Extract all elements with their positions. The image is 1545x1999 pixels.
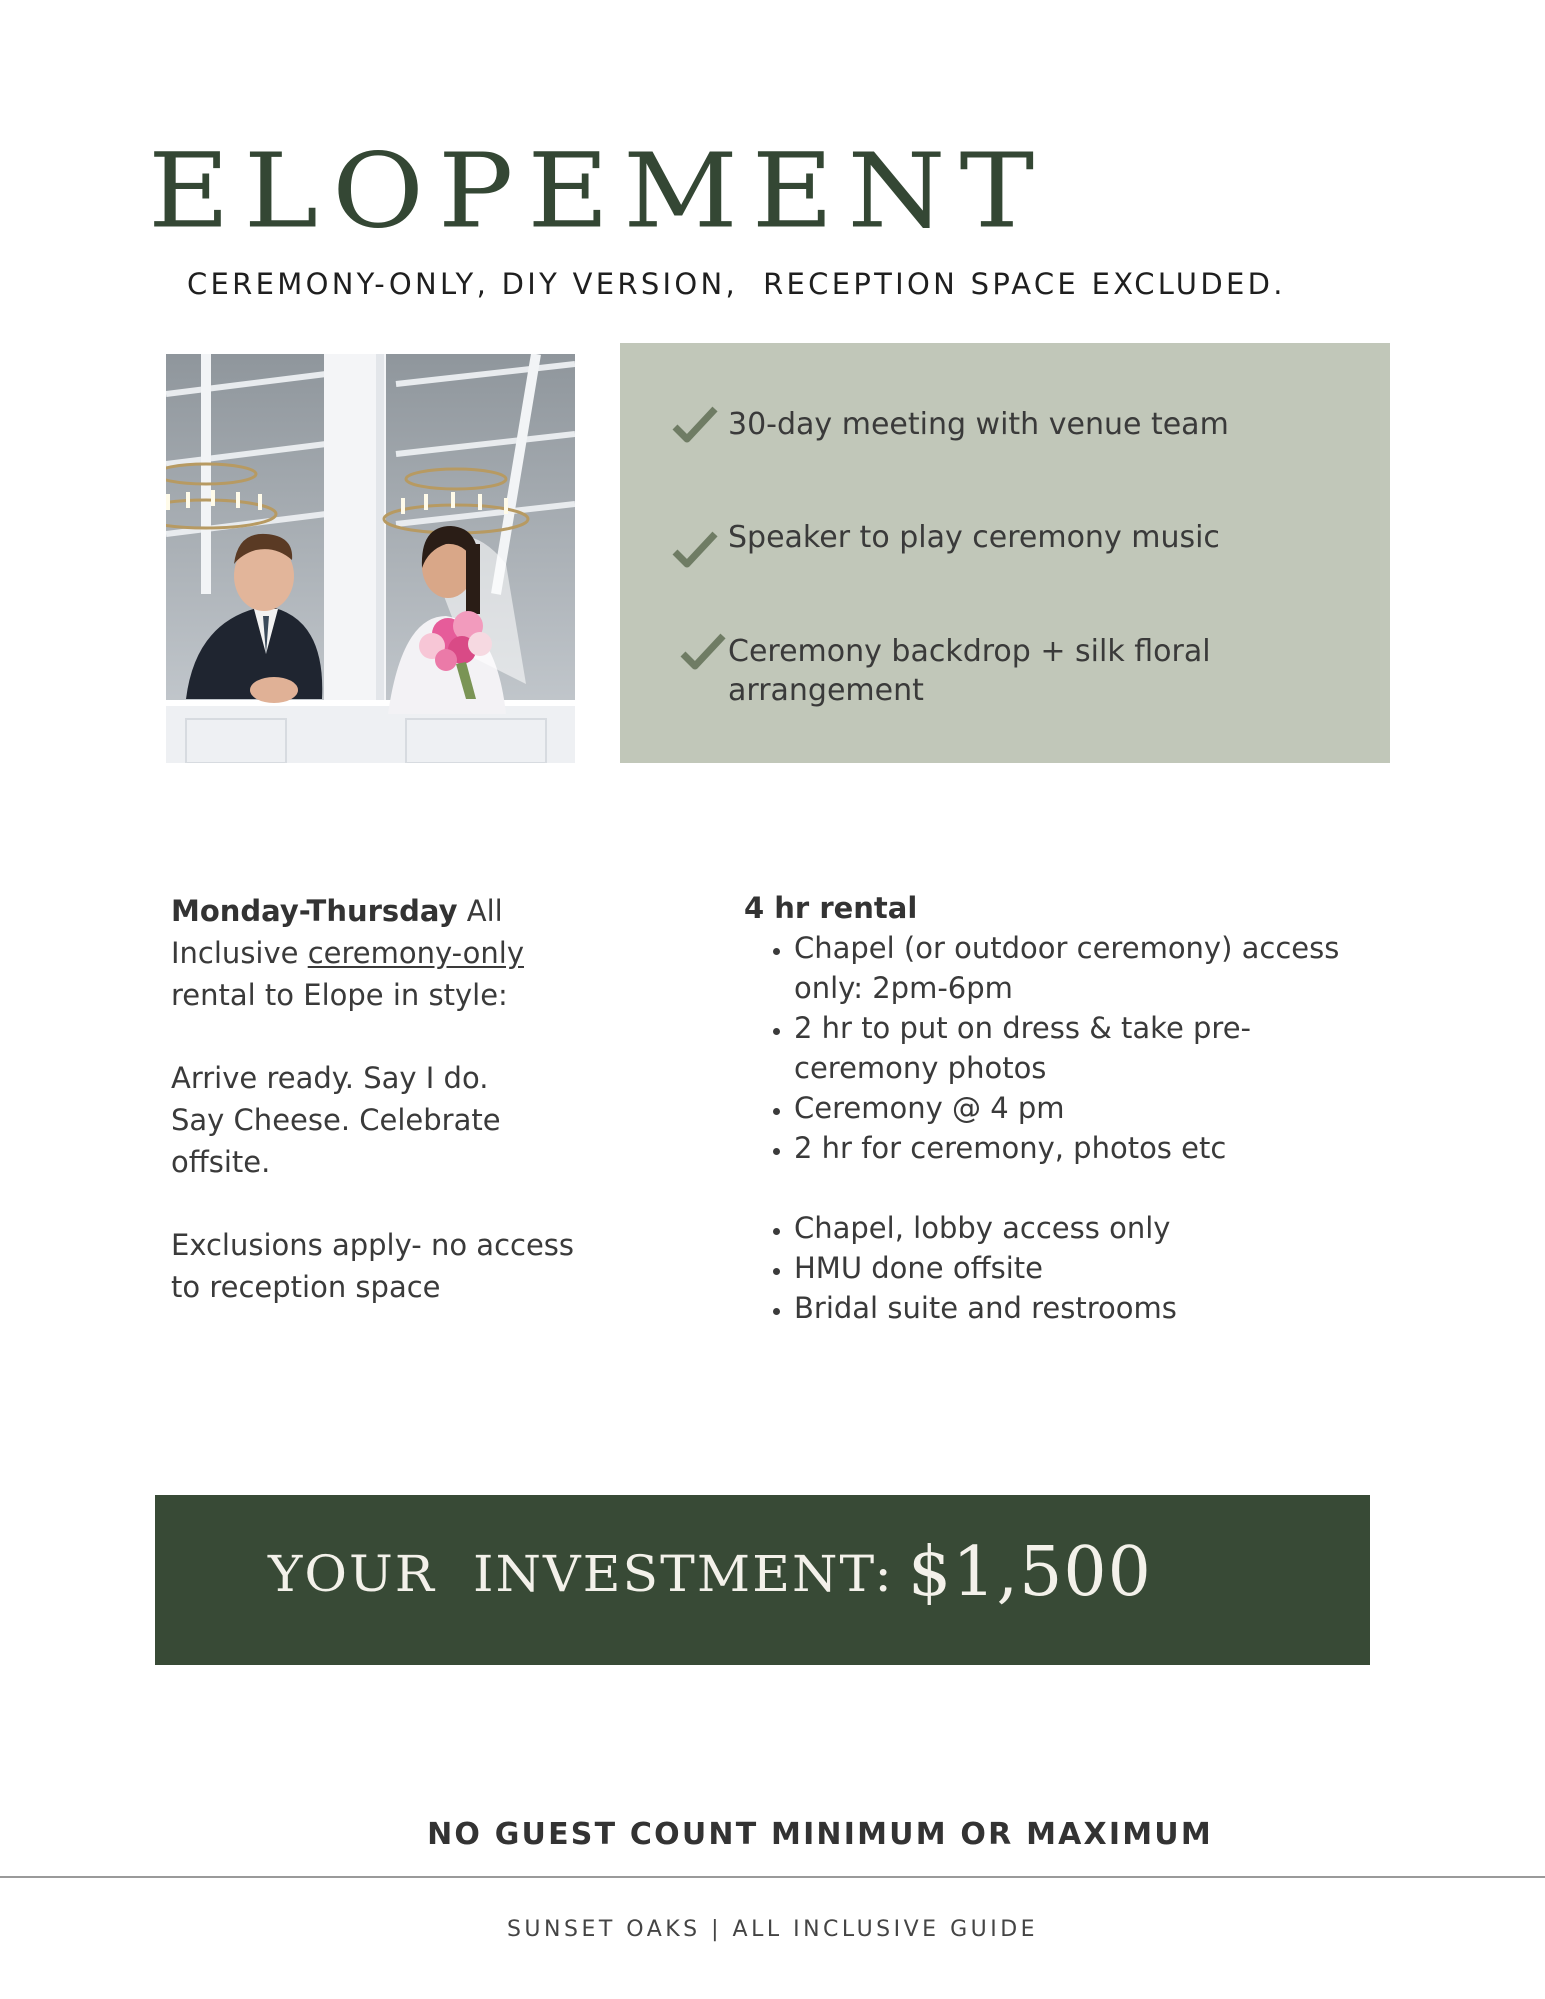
guest-count-note: NO GUEST COUNT MINIMUM OR MAXIMUM xyxy=(427,1817,1213,1852)
days-label: Monday-Thursday xyxy=(171,894,458,928)
footer-text: SUNSET OAKS | ALL INCLUSIVE GUIDE xyxy=(506,1917,1039,1942)
page-subtitle: CEREMONY-ONLY, DIY VERSION, RECEPTION SPACE EXCLUDED. xyxy=(187,267,1286,301)
rental-details xyxy=(744,888,1384,1328)
arrive-paragraph: Arrive ready. Say I do. Say Cheese. Celebrate offsite. xyxy=(171,1061,501,1179)
feature-item xyxy=(672,632,1248,710)
feature-text: Speaker to play ceremony music xyxy=(728,520,1220,555)
list-item: • HMU done offsite xyxy=(794,1248,1384,1288)
rental-heading: 4 hr rental xyxy=(744,891,918,925)
investment-price: $1,500 xyxy=(908,1533,1152,1612)
feature-text: Ceremony backdrop + silk floral arrangement xyxy=(728,634,1211,708)
intro-paragraph xyxy=(171,890,591,1016)
investment-banner xyxy=(155,1495,1370,1665)
list-item: • Ceremony @ 4 pm xyxy=(794,1088,1384,1128)
list-item: • Chapel, lobby access only xyxy=(794,1208,1384,1248)
package-description xyxy=(171,890,591,1349)
feature-item xyxy=(672,405,1248,449)
couple-photo xyxy=(166,354,575,763)
included-features-panel xyxy=(620,343,1390,763)
list-item: • Bridal suite and restrooms xyxy=(794,1288,1384,1328)
check-icon xyxy=(672,518,728,574)
rental-schedule-list xyxy=(744,928,1384,1168)
ceremony-only-emphasis: ceremony-only xyxy=(307,936,524,970)
feature-text: 30-day meeting with venue team xyxy=(728,407,1229,442)
footer-divider xyxy=(0,1876,1545,1878)
feature-item xyxy=(672,518,1248,574)
list-item: • 2 hr to put on dress & take pre-ceremony photos xyxy=(794,1008,1384,1088)
page-title: ELOPEMENT xyxy=(148,131,1049,252)
check-icon xyxy=(672,405,728,449)
list-item: • Chapel (or outdoor ceremony) access only: 2pm-6pm xyxy=(794,928,1384,1008)
exclusions-paragraph: Exclusions apply- no access to reception space xyxy=(171,1228,575,1304)
intro-text: All Inclusive xyxy=(171,894,503,970)
access-list xyxy=(744,1208,1384,1328)
intro-text-end: rental to Elope in style: xyxy=(171,978,508,1012)
list-item: • 2 hr for ceremony, photos etc xyxy=(794,1128,1384,1168)
investment-label: YOUR INVESTMENT: xyxy=(268,1546,894,1604)
check-icon xyxy=(672,632,728,676)
